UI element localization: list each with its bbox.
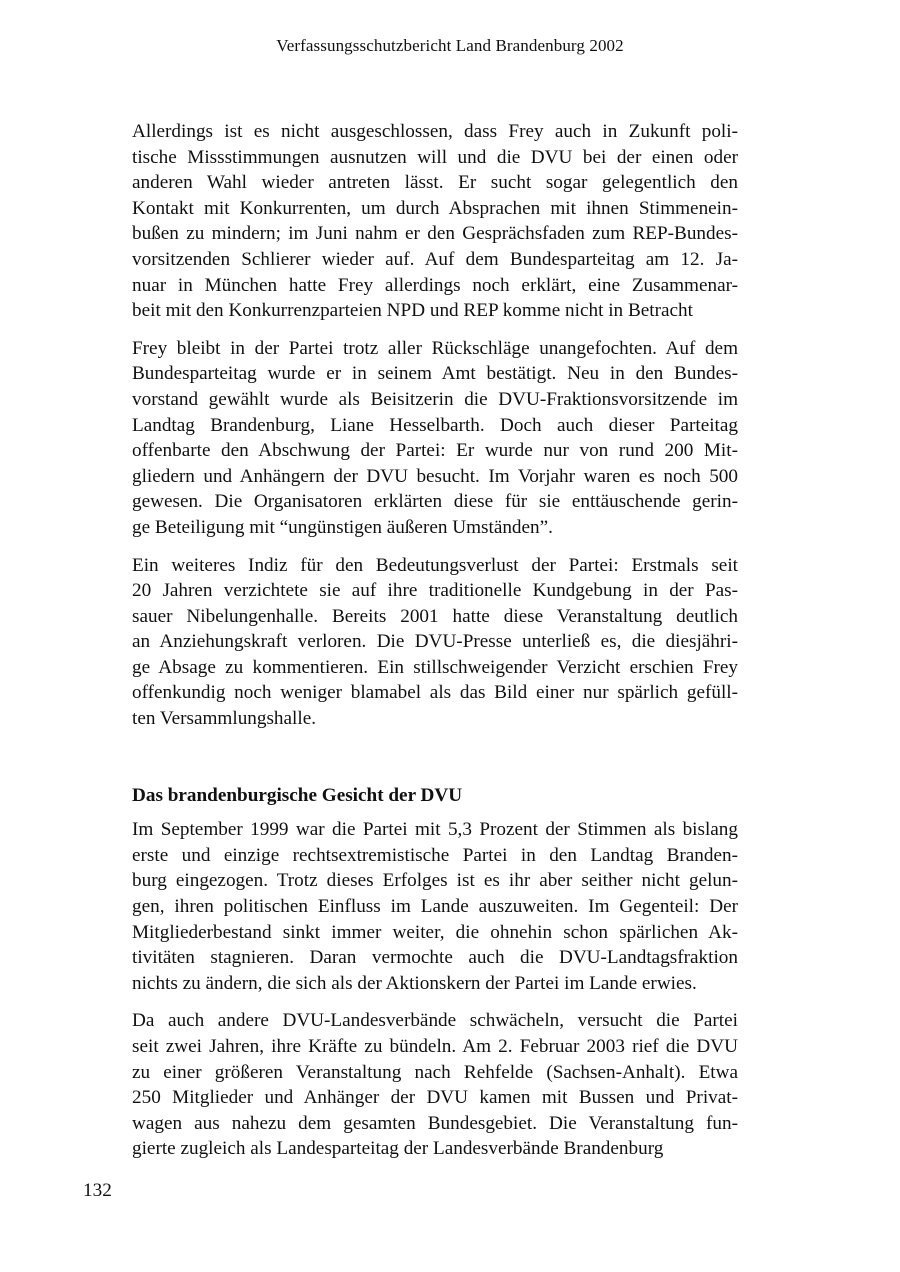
text-line: anderen Wahl wieder antreten lässt. Er sucht sogar gelegentlich den [132,172,738,194]
text-line: tische Missstimmungen ausnutzen will und die DVU bei der einen oder [132,146,738,168]
text-line: burg eingezogen. Trotz dieses Erfolges ist es ihr aber seither nicht gelun- [132,870,738,892]
text-line: ge Absage zu kommentieren. Ein stillschweigender Verzicht erschien Frey [132,656,738,678]
text-line: wagen aus nahezu dem gesamten Bundesgebiet. Die Veranstaltung fun- [132,1112,738,1134]
section-heading: Das brandenburgische Gesicht der DVU [132,784,463,806]
paragraphs-section [132,817,738,1162]
text-line: vorsitzenden Schlierer wieder auf. Auf dem Bundesparteitag am 12. Ja- [132,248,738,270]
text-line: offenkundig noch weniger blamabel als das Bild einer nur spärlich gefüll- [132,682,738,704]
text-line: offenbarte den Abschwung der Partei: Er wurde nur von rund 200 Mit- [132,440,738,462]
text-line: Bundesparteitag wurde er in seinem Amt bestätigt. Neu in den Bundes- [132,363,738,385]
document-body [132,119,738,1162]
running-header: Verfassungsschutzbericht Land Brandenburg 2002 [276,36,624,55]
text-line: Landtag Brandenburg, Liane Hesselbarth. Doch auch dieser Parteitag [132,414,738,436]
text-line: zu einer größeren Veranstaltung nach Rehfelde (Sachsen-Anhalt). Etwa [132,1061,738,1083]
paragraph [132,817,738,996]
paragraph [132,1008,738,1162]
text-line: nichts zu ändern, die sich als der Aktionskern der Partei im Lande erwies. [132,972,697,994]
text-line: gen, ihren politischen Einfluss im Lande auszuweiten. Im Gegenteil: Der [132,896,738,918]
text-line: ten Versammlungshalle. [132,708,317,730]
text-line: sauer Nibelungenhalle. Bereits 2001 hatte diese Veranstaltung deutlich [132,605,738,627]
text-line: Mitgliederbestand sinkt immer weiter, die ohnehin schon spärlichen Ak- [132,921,738,943]
paragraphs-top [132,119,738,732]
paragraph [132,336,738,541]
text-line: an Anziehungskraft verloren. Die DVU-Presse unterließ es, die diesjähri- [132,631,738,653]
text-line: Allerdings ist es nicht ausgeschlossen, dass Frey auch in Zukunft poli- [132,121,738,142]
text-line: gewesen. Die Organisatoren erklärten diese für sie enttäuschende gerin- [132,491,738,513]
paragraph [132,553,738,732]
text-line: bußen zu mindern; im Juni nahm er den Gesprächsfaden zum REP-Bundes- [132,223,738,245]
text-line: seit zwei Jahren, ihre Kräfte zu bündeln. Am 2. Februar 2003 rief die DVU [132,1036,738,1057]
text-line: Kontakt mit Konkurrenten, um durch Absprachen mit ihnen Stimmenein- [132,197,738,219]
text-line: gierte zugleich als Landesparteitag der Landesverbände Brandenburg [132,1138,664,1160]
text-line: Da auch andere DVU-Landesverbände schwächeln, versucht die Partei [132,1010,738,1032]
text-line: 250 Mitglieder und Anhänger der DVU kamen mit Bussen und Privat- [132,1087,738,1109]
text-line: nuar in München hatte Frey allerdings noch erklärt, eine Zusammenar- [132,274,738,296]
text-line: Frey bleibt in der Partei trotz aller Rückschläge unangefochten. Auf dem [132,337,738,359]
text-line: gliedern und Anhängern der DVU besucht. Im Vorjahr waren es noch 500 [132,465,738,487]
text-line: Im September 1999 war die Partei mit 5,3 Prozent der Stimmen als bislang [132,819,738,841]
text-line: ge Beteiligung mit “ungünstigen äußeren Umständen”. [132,516,553,538]
paragraph [132,119,738,324]
text-line: erste und einzige rechtsextremistische Partei in den Landtag Branden- [132,844,738,866]
text-line: vorstand gewählt wurde als Beisitzerin die DVU-Fraktionsvorsitzende im [132,388,738,410]
text-line: Ein weiteres Indiz für den Bedeutungsverlust der Partei: Erstmals seit [132,554,738,576]
page-number: 132 [83,1180,112,1201]
text-line: tivitäten stagnieren. Daran vermochte auch die DVU-Landtagsfraktion [132,947,738,969]
text-line: 20 Jahren verzichtete sie auf ihre traditionelle Kundgebung in der Pas- [132,580,738,602]
text-line: beit mit den Konkurrenzparteien NPD und REP komme nicht in Betracht [132,300,693,322]
